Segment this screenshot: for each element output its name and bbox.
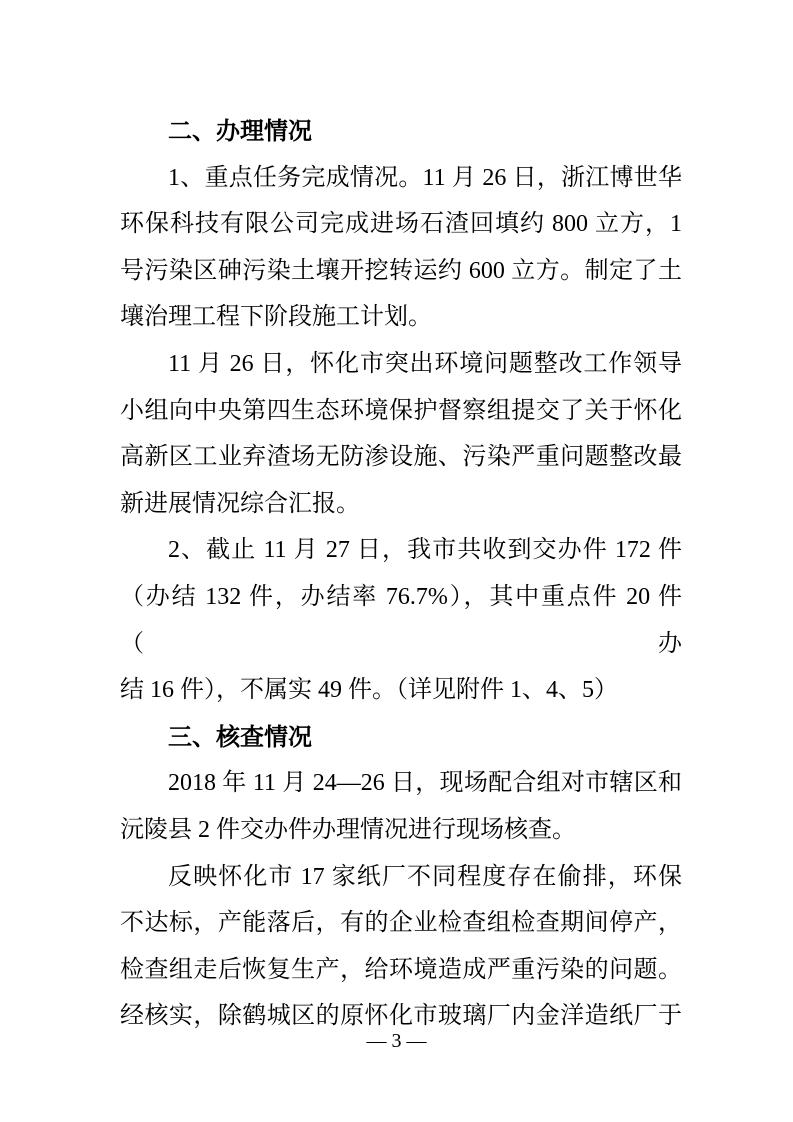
paragraph-line: 2、截止 11 月 27 日，我市共收到交办件 172 件: [168, 537, 682, 564]
paragraph-line: 11 月 26 日，怀化市突出环境问题整改工作领导: [168, 350, 682, 377]
document-body: [120, 108, 682, 1040]
paragraph-line: 高新区工业弃渣场无防渗设施、污染严重问题整改最: [120, 444, 682, 471]
paragraph-line: 检查组走后恢复生产，给环境造成严重污染的问题。: [120, 956, 682, 983]
paragraph-line: （办结 132 件，办结率 76.7%），其中重点件 20 件（办: [120, 583, 682, 657]
section-heading: 三、核查情况: [168, 722, 312, 751]
paragraph-line: 号污染区砷污染土壤开挖转运约 600 立方。制定了土: [120, 257, 682, 284]
paragraph-line: 结 16 件），不属实 49 件。（详见附件 1、4、5）: [120, 677, 618, 704]
paragraph-line: 不达标，产能落后，有的企业检查组检查期间停产，: [120, 910, 682, 937]
paragraph-line: 沅陵县 2 件交办件办理情况进行现场核查。: [120, 816, 576, 843]
paragraph-line: 2018 年 11 月 24—26 日，现场配合组对市辖区和: [168, 770, 682, 797]
paragraph-line: 壤治理工程下阶段施工计划。: [120, 304, 432, 331]
paragraph-line: 新进展情况综合汇报。: [120, 490, 360, 517]
paragraph-line: 环保科技有限公司完成进场石渣回填约 800 立方，1: [120, 211, 682, 238]
paragraph-line: 1、重点任务完成情况。11 月 26 日，浙江博世华: [168, 164, 682, 191]
paragraph-line: 小组向中央第四生态环境保护督察组提交了关于怀化: [120, 397, 682, 424]
paragraph-line: 经核实，除鹤城区的原怀化市玻璃厂内金洋造纸厂于: [120, 1003, 682, 1030]
paragraph-line: 反映怀化市 17 家纸厂不同程度存在偷排，环保: [168, 863, 682, 890]
page-number: — 3 —: [366, 1030, 427, 1052]
section-heading: 二、办理情况: [168, 117, 312, 145]
